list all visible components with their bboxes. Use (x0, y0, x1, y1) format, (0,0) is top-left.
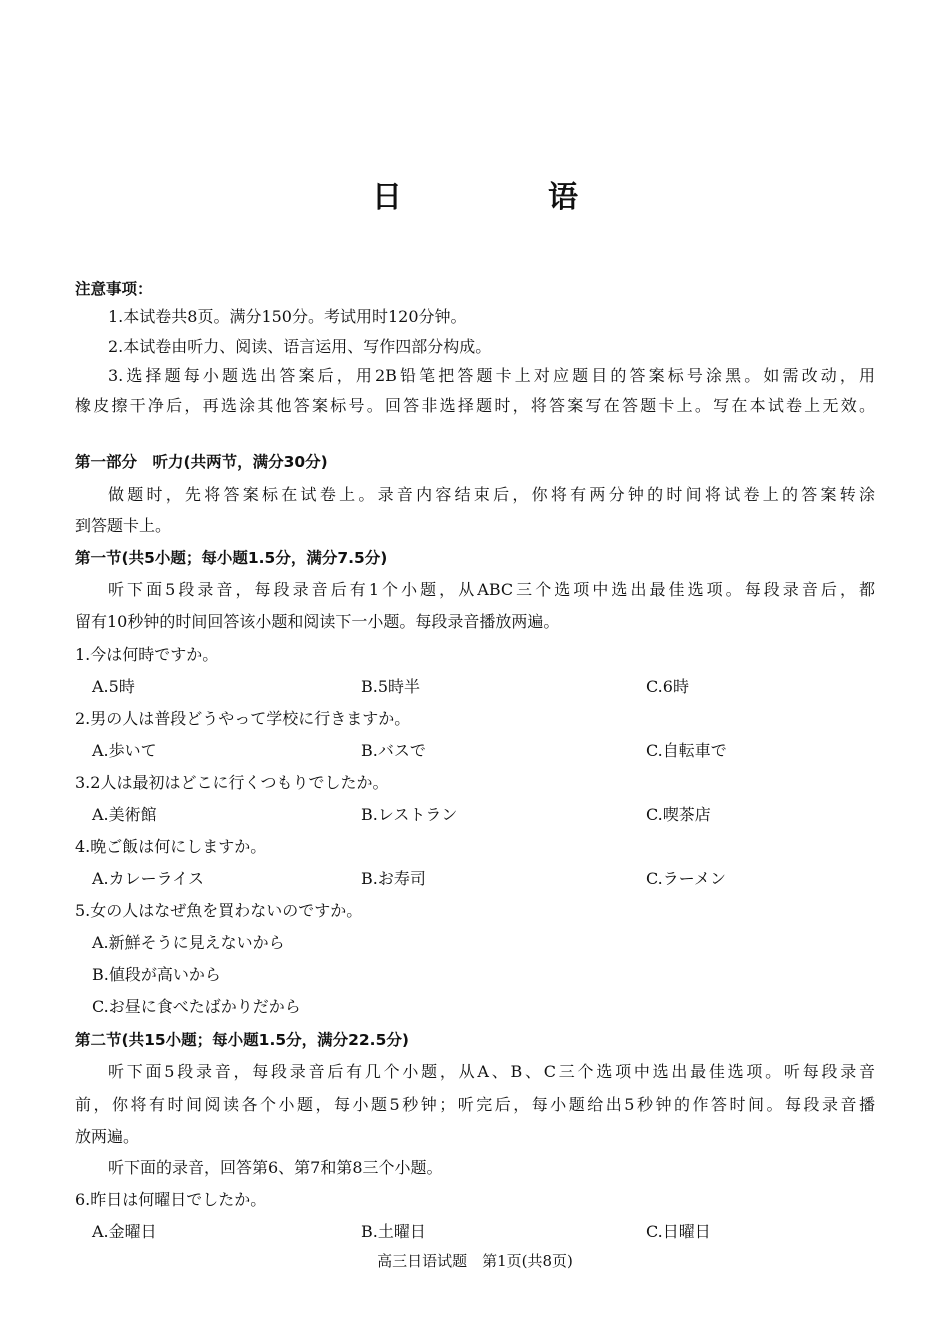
question-6: 6.昨日は何曜日でしたか。 (75, 1190, 267, 1209)
q4-option-a: A.カレーライス (92, 869, 205, 888)
q2-option-a: A.歩いて (92, 741, 157, 760)
section2-intro-1: 听下面5段录音，每段录音后有几个小题，从A、B、C三个选项中选出最佳选项。听每段录音 (108, 1062, 875, 1081)
section2-intro-2: 前，你将有时间阅读各个小题，每小题5秒钟；听完后，每小题给出5秒钟的作答时间。每段录音播 (75, 1095, 875, 1114)
section1-intro-1: 听下面5段录音，每段录音后有1个小题，从ABC三个选项中选出最佳选项。每段录音后，都 (108, 580, 875, 599)
q4-option-c: C.ラーメン (646, 869, 726, 888)
notice-item-2: 2.本试卷由听力、阅读、语言运用、写作四部分构成。 (108, 337, 492, 356)
part1-intro-2: 到答题卡上。 (75, 516, 172, 535)
notice-item-3-cont: 橡皮擦干净后，再选涂其他答案标号。回答非选择题时，将答案写在答题卡上。写在本试卷上无效。 (75, 396, 875, 415)
q5-option-a: A.新鮮そうに見えないから (92, 933, 285, 952)
q5-option-c: C.お昼に食べたばかりだから (92, 997, 301, 1016)
q1-option-c: C.6時 (646, 677, 689, 696)
q6-option-a: A.金曜日 (92, 1222, 157, 1241)
q1-option-b: B.5時半 (361, 677, 421, 696)
q3-option-a: A.美術館 (92, 805, 157, 824)
q3-option-b: B.レストラン (361, 805, 458, 824)
q6-option-b: B.土曜日 (361, 1222, 426, 1241)
section1-heading: 第一节(共5小题；每小题1.5分，满分7.5分) (75, 549, 388, 567)
section1-intro-2: 留有10秒钟的时间回答该小题和阅读下一小题。每段录音播放两遍。 (75, 612, 560, 631)
q2-option-b: B.バスで (361, 741, 426, 760)
part1-heading: 第一部分 听力(共两节，满分30分) (75, 453, 328, 471)
section2-intro-3: 放两遍。 (75, 1127, 140, 1146)
notice-item-1: 1.本试卷共8页。满分150分。考试用时120分钟。 (108, 307, 467, 326)
question-3: 3.2人は最初はどこに行くつもりでしたか。 (75, 773, 389, 792)
notice-item-3: 3.选择题每小题选出答案后，用2B铅笔把答题卡上对应题目的答案标号涂黑。如需改动，用 (108, 366, 875, 385)
q3-option-c: C.喫茶店 (646, 805, 711, 824)
q2-option-c: C.自転車で (646, 741, 727, 760)
page-title: 日 语 (372, 180, 636, 215)
page-footer: 高三日语试题 第1页(共8页) (377, 1252, 573, 1270)
question-2: 2.男の人は普段どうやって学校に行きますか。 (75, 709, 411, 728)
q6-option-c: C.日曜日 (646, 1222, 711, 1241)
notice-heading: 注意事项： (75, 280, 153, 298)
q5-option-b: B.値段が高いから (92, 965, 221, 984)
section2-heading: 第二节(共15小题；每小题1.5分，满分22.5分) (75, 1031, 409, 1049)
q1-option-a: A.5時 (92, 677, 135, 696)
part1-intro-1: 做题时，先将答案标在试卷上。录音内容结束后，你将有两分钟的时间将试卷上的答案转涂 (108, 485, 875, 504)
question-5: 5.女の人はなぜ魚を買わないのですか。 (75, 901, 363, 920)
question-1: 1.今は何時ですか。 (75, 645, 219, 664)
question-4: 4.晩ご飯は何にしますか。 (75, 837, 267, 856)
section2-sub-intro: 听下面的录音，回答第6、第7和第8三个小题。 (108, 1158, 443, 1177)
q4-option-b: B.お寿司 (361, 869, 426, 888)
